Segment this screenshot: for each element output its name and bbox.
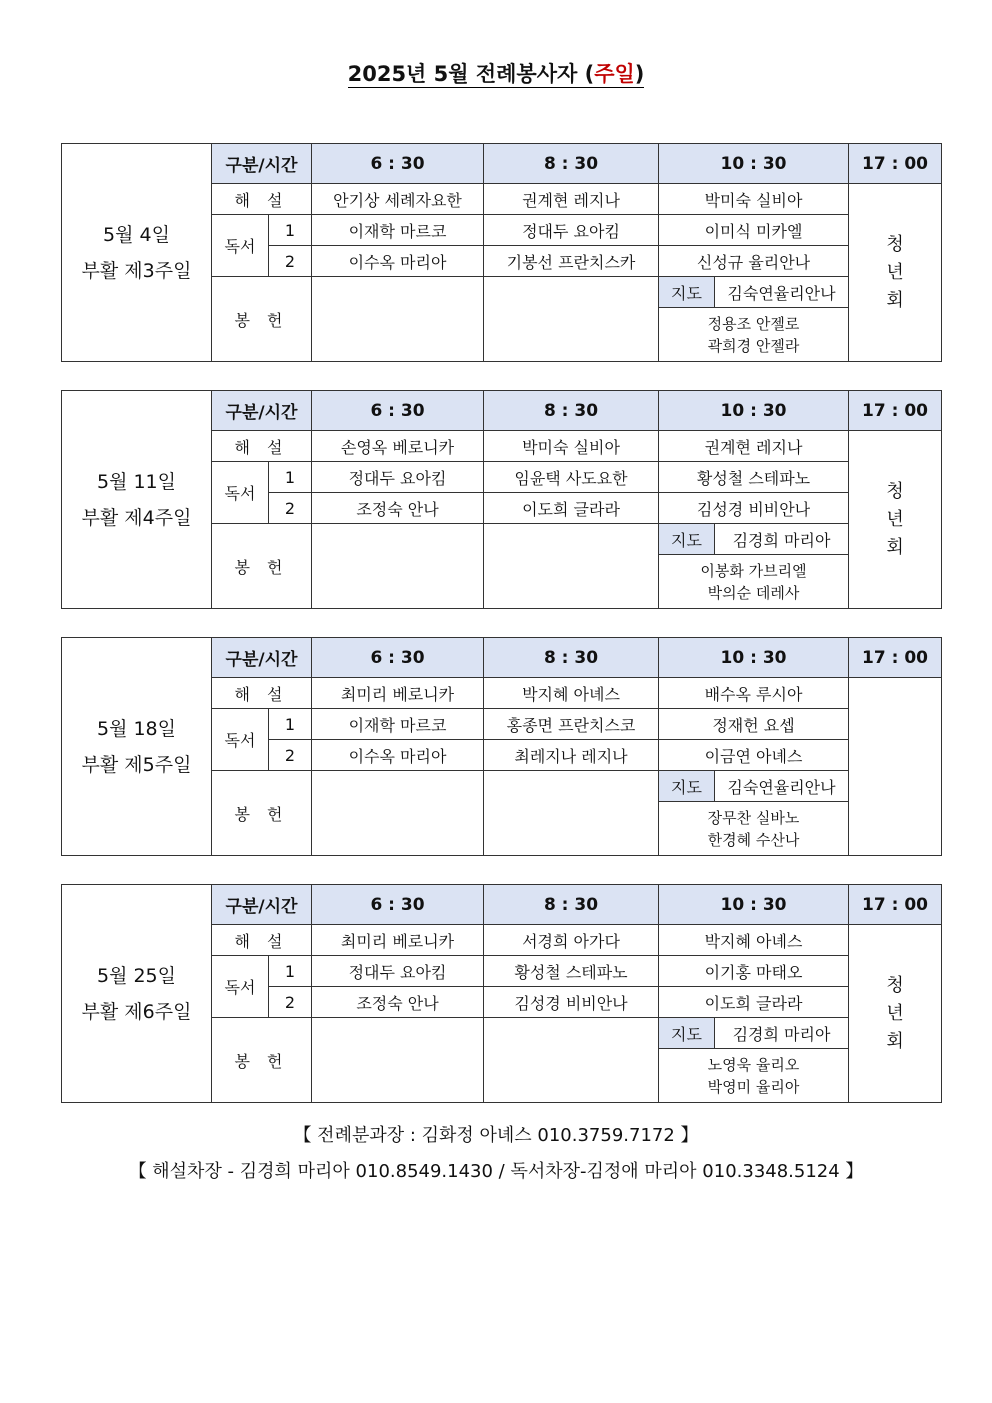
guide-name: 김경희 마리아 [715,1018,849,1049]
reading2-1030: 이도희 글라라 [659,987,849,1018]
week-sunday: 부활 제3주일 [81,259,192,282]
time-1700: 17 : 00 [849,391,942,431]
reading-1-label: 1 [269,956,312,987]
evening-char: 년 [886,1002,904,1024]
offering-person-1: 노영욱 율리오 [707,1055,800,1074]
reading2-0630: 조정숙 안나 [312,987,484,1018]
reading2-1030: 김성경 비비안나 [659,493,849,524]
title-close-text: ) [634,62,645,86]
evening-char: 회 [886,536,904,558]
time-0630: 6 : 30 [312,638,484,678]
reading1-0830: 황성철 스테파노 [484,956,659,987]
offering-person-1: 정용조 안젤로 [707,314,800,333]
commentary-0830: 권계현 레지나 [484,184,659,215]
evening-char: 청 [886,974,904,996]
guide-label: 지도 [659,1018,715,1049]
offering-person-1: 이봉화 가브리엘 [700,561,807,580]
time-0830: 8 : 30 [484,391,659,431]
offering-0830 [484,277,659,362]
evening-group-cell [849,431,942,609]
time-0830: 8 : 30 [484,885,659,925]
evening-char: 회 [886,289,904,311]
offering-label: 봉 헌 [212,1018,312,1103]
time-1700: 17 : 00 [849,638,942,678]
evening-group-cell [849,678,942,856]
week-date-cell [62,144,212,362]
time-0630: 6 : 30 [312,885,484,925]
reading-2-label: 2 [269,740,312,771]
commentary-0630: 손영옥 베로니카 [312,431,484,462]
offering-label: 봉 헌 [212,771,312,856]
time-1030: 10 : 30 [659,638,849,678]
offering-label: 봉 헌 [212,277,312,362]
commentary-1030: 박미숙 실비아 [659,184,849,215]
commentary-0630: 최미리 베로니카 [312,678,484,709]
reading2-0830: 이도희 글라라 [484,493,659,524]
header-label: 구분/시간 [212,638,312,678]
reading2-0630: 조정숙 안나 [312,493,484,524]
offering-1030 [659,802,849,856]
week-sunday: 부활 제6주일 [81,1000,192,1023]
evening-char: 년 [886,508,904,530]
offering-0830 [484,771,659,856]
time-0630: 6 : 30 [312,144,484,184]
reading1-0830: 홍종면 프란치스코 [484,709,659,740]
commentary-0830: 박지혜 아녜스 [484,678,659,709]
commentary-0630: 안기상 세례자요한 [312,184,484,215]
time-1030: 10 : 30 [659,885,849,925]
header-label: 구분/시간 [212,885,312,925]
guide-label: 지도 [659,771,715,802]
evening-char: 청 [886,480,904,502]
reading-2-label: 2 [269,246,312,277]
week-date: 5월 18일 [96,717,176,740]
reading1-0630: 이재학 마르코 [312,709,484,740]
offering-person-2: 한경혜 수산나 [707,830,800,849]
time-0630: 6 : 30 [312,391,484,431]
time-1030: 10 : 30 [659,391,849,431]
week-schedule-table [61,884,942,1103]
evening-group-cell [849,925,942,1103]
reading1-1030: 이기홍 마태오 [659,956,849,987]
reading1-0630: 정대두 요아킴 [312,462,484,493]
week-date-cell [62,391,212,609]
reading-2-label: 2 [269,493,312,524]
reading2-0830: 최레지나 레지나 [484,740,659,771]
offering-person-2: 박의순 데레사 [707,583,800,602]
header-label: 구분/시간 [212,391,312,431]
week-date-cell [62,638,212,856]
reading1-0830: 정대두 요아킴 [484,215,659,246]
reading-label: 독서 [212,215,269,277]
reading1-1030: 정재헌 요셉 [659,709,849,740]
reading-label: 독서 [212,956,269,1018]
week-sunday: 부활 제5주일 [81,753,192,776]
reading-1-label: 1 [269,215,312,246]
offering-0830 [484,524,659,609]
title-text: 2025년 5월 전례봉사자 ( [347,62,595,86]
offering-0630 [312,277,484,362]
reading1-0830: 임윤택 사도요한 [484,462,659,493]
evening-group-cell [849,184,942,362]
week-date: 5월 4일 [103,223,170,246]
offering-person-2: 곽희경 안젤라 [707,336,800,355]
offering-0630 [312,1018,484,1103]
commentary-0830: 서경희 아가다 [484,925,659,956]
time-1700: 17 : 00 [849,144,942,184]
page-title [0,58,992,88]
week-schedule-table [61,143,942,362]
offering-0630 [312,771,484,856]
time-1700: 17 : 00 [849,885,942,925]
offering-1030 [659,555,849,609]
evening-char: 년 [886,261,904,283]
reading-label: 독서 [212,462,269,524]
time-1030: 10 : 30 [659,144,849,184]
reading1-1030: 황성철 스테파노 [659,462,849,493]
commentary-0830: 박미숙 실비아 [484,431,659,462]
offering-label: 봉 헌 [212,524,312,609]
reading-1-label: 1 [269,709,312,740]
commentary-label: 해 설 [212,184,312,215]
reading1-0630: 정대두 요아킴 [312,956,484,987]
guide-label: 지도 [659,524,715,555]
reading-2-label: 2 [269,987,312,1018]
evening-char: 청 [886,233,904,255]
footer-line-1: 【 전례분과장 : 김화정 아녜스 010.3759.7172 】 [293,1125,699,1146]
offering-0830 [484,1018,659,1103]
guide-name: 김숙연율리안나 [715,771,849,802]
week-sunday: 부활 제4주일 [81,506,192,529]
guide-name: 김경희 마리아 [715,524,849,555]
week-schedule-table [61,390,942,609]
time-0830: 8 : 30 [484,638,659,678]
header-label: 구분/시간 [212,144,312,184]
week-date: 5월 25일 [96,964,176,987]
reading-1-label: 1 [269,462,312,493]
commentary-label: 해 설 [212,431,312,462]
week-date-cell [62,885,212,1103]
footer-line-2: 【 해설차장 - 김경희 마리아 010.8549.1430 / 독서차장-김정애 마리아 010.3348.5124 】 [128,1161,864,1182]
reading-label: 독서 [212,709,269,771]
reading2-0630: 이수옥 마리아 [312,740,484,771]
reading2-0830: 김성경 비비안나 [484,987,659,1018]
offering-1030 [659,308,849,362]
offering-1030 [659,1049,849,1103]
reading1-0630: 이재학 마르코 [312,215,484,246]
commentary-label: 해 설 [212,925,312,956]
commentary-0630: 최미리 베로니카 [312,925,484,956]
week-date: 5월 11일 [96,470,176,493]
time-0830: 8 : 30 [484,144,659,184]
offering-person-2: 박영미 율리아 [707,1077,800,1096]
reading2-1030: 신성규 율리안나 [659,246,849,277]
offering-0630 [312,524,484,609]
reading2-0830: 기봉선 프란치스카 [484,246,659,277]
evening-char: 회 [886,1030,904,1052]
commentary-1030: 배수옥 루시아 [659,678,849,709]
guide-name: 김숙연율리안나 [715,277,849,308]
reading1-1030: 이미식 미카엘 [659,215,849,246]
reading2-0630: 이수옥 마리아 [312,246,484,277]
commentary-1030: 박지혜 아녜스 [659,925,849,956]
title-red-text: 주일 [594,62,635,86]
reading2-1030: 이금연 아녜스 [659,740,849,771]
offering-person-1: 장무찬 실바노 [707,808,800,827]
guide-label: 지도 [659,277,715,308]
commentary-label: 해 설 [212,678,312,709]
week-schedule-table [61,637,942,856]
commentary-1030: 권계현 레지나 [659,431,849,462]
